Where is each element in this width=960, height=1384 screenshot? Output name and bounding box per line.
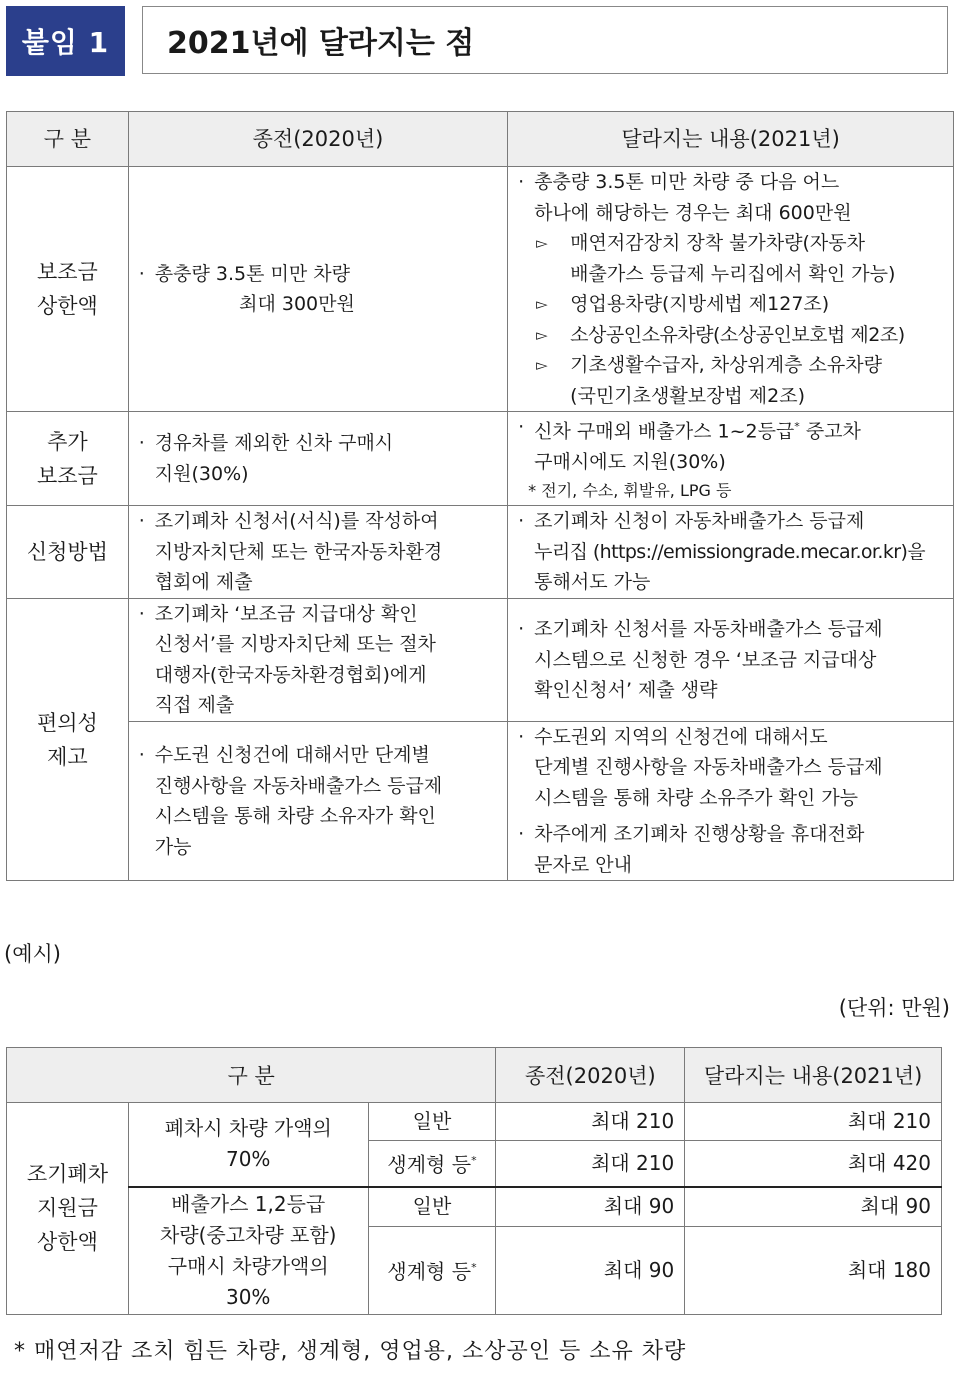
- category-line: 제고: [47, 744, 88, 769]
- text-line: · 총충량 3.5톤 미만 차량 중 다음 어느: [534, 171, 840, 193]
- category-line: 추가: [47, 429, 88, 454]
- table-row: [7, 1187, 942, 1227]
- table-header-row: [7, 1048, 942, 1103]
- text-line: 단계별 진행사항을 자동차배출가스 등급제: [534, 756, 883, 779]
- table-row: [7, 1103, 942, 1141]
- after-value: 최대 420: [685, 1141, 942, 1187]
- after-value: 최대 90: [685, 1187, 942, 1227]
- type-cell: [368, 1226, 496, 1314]
- text-line: · 수도권 신청건에 대해서만 단계별: [154, 744, 430, 767]
- text-line: · 조기폐차 신청이 자동차배출가스 등급제: [534, 510, 865, 533]
- text-line: 지방자치단체 또는 한국자동차환경: [154, 540, 443, 563]
- group-label: [128, 1103, 368, 1187]
- bullet-text: [514, 506, 945, 598]
- header-category: 구 분: [7, 112, 129, 167]
- group-label: [128, 1187, 368, 1315]
- text-line: 시스템을 통해 차량 소유주가 확인 가능: [534, 786, 859, 809]
- category-line: 상한액: [36, 294, 98, 318]
- category-line: 편의성: [36, 710, 98, 735]
- text-span: 중고차: [805, 420, 861, 443]
- text-line: 신청서’를 지방자치단체 또는 절차: [154, 633, 436, 656]
- text-line: 30%: [225, 1284, 271, 1309]
- category-line: 조기폐차: [26, 1162, 108, 1187]
- before-cell: [128, 167, 507, 412]
- category-line: 상한액: [37, 1230, 98, 1255]
- type-text: 일반: [412, 1109, 452, 1133]
- bullet-text: [514, 819, 945, 880]
- after-cell: [508, 721, 954, 881]
- text-line: 배출가스 1,2등급: [171, 1191, 326, 1216]
- text-line: · 차주에게 조기폐차 진행상황을 휴대전화: [534, 823, 865, 846]
- text-line: · 조기폐차 신청서(서식)를 작성하여: [154, 510, 439, 533]
- table-row: [7, 598, 954, 721]
- example-table: [6, 1047, 942, 1315]
- type-cell: [368, 1187, 496, 1227]
- text-line: · 조기폐차 신청서를 자동차배출가스 등급제: [534, 618, 883, 641]
- sub-item: [534, 320, 945, 351]
- text-line: 폐차시 차량 가액의: [164, 1116, 332, 1141]
- before-value: 최대 210: [496, 1141, 685, 1187]
- header-before: 종전(2020년): [128, 112, 507, 167]
- text-line: 직접 제출: [154, 694, 235, 717]
- text-span: 신차 구매외 배출가스 1~2등급: [534, 420, 795, 443]
- before-value: 최대 90: [496, 1187, 685, 1227]
- bullet-text: [514, 167, 945, 228]
- before-value: 최대 210: [496, 1103, 685, 1141]
- page-title: 2021년에 달라지는 점: [142, 6, 948, 74]
- bullet-text: [135, 506, 499, 598]
- text-line: 지원(30%): [154, 462, 249, 485]
- table-row: [7, 506, 954, 599]
- inline-note: * 전기, 수소, 휘발유, LPG 등: [528, 481, 732, 501]
- sub-item: [534, 289, 945, 320]
- after-value: 최대 210: [685, 1103, 942, 1141]
- type-text: 일반: [412, 1194, 452, 1219]
- text-line: 가능: [154, 835, 192, 858]
- example-label: (예시): [4, 942, 61, 966]
- before-value: 최대 90: [496, 1226, 685, 1314]
- text-line: 구매시에도 지원(30%): [534, 450, 726, 473]
- header-after: 달라지는 내용(2021년): [685, 1048, 942, 1103]
- header-category: 구 분: [7, 1048, 496, 1103]
- table-row: [7, 167, 954, 412]
- text-line: 70%: [225, 1147, 271, 1172]
- type-cell: [368, 1103, 496, 1141]
- sub-item: [534, 350, 945, 411]
- category-line: 신청방법: [26, 540, 108, 565]
- before-cell: [128, 721, 507, 881]
- text-line: 확인신청서’ 제출 생략: [534, 679, 718, 702]
- note-text: 전기, 수소, 휘발유, LPG 등: [541, 481, 732, 501]
- before-cell: [128, 598, 507, 721]
- header-before: 종전(2020년): [496, 1048, 685, 1103]
- bullet-text: [135, 428, 499, 489]
- text-line: 시스템으로 신청한 경우 ‘보조금 지급대상: [534, 648, 877, 671]
- text-line: ▻ 소상공인소유차량(소상공인보호법 제2조): [570, 323, 905, 346]
- category-line: 보조금: [36, 260, 98, 284]
- text-line: 진행사항을 자동차배출가스 등급제: [154, 774, 443, 797]
- text-line: 통해서도 가능: [534, 571, 651, 594]
- row-category: [7, 412, 129, 506]
- bullet-text: · 총충량 3.5톤 미만 차량: [135, 259, 499, 290]
- text-line: 누리집 (https://emissiongrade.mecar.or.kr)을: [534, 540, 926, 563]
- text-line: [534, 412, 945, 447]
- footnote: * 매연저감 조치 힘든 차량, 생계형, 영업용, 소상공인 등 소유 차량: [14, 1339, 687, 1364]
- changes-table: [6, 111, 954, 881]
- before-cell: [128, 506, 507, 599]
- text-line: 하나에 해당하는 경우는 최대 600만원: [534, 201, 852, 224]
- text-line: 협회에 제출: [154, 571, 253, 594]
- after-cell: [508, 412, 954, 506]
- text-line: 문자로 안내: [534, 853, 632, 876]
- bullet-text: [514, 722, 945, 814]
- text-line: 대행자(한국자동차환경협회)에게: [154, 663, 427, 686]
- row-category: [7, 1103, 129, 1315]
- type-text: 생계형 등: [387, 1153, 472, 1178]
- after-cell: [508, 506, 954, 599]
- type-cell: [368, 1141, 496, 1187]
- after-cell: [508, 598, 954, 721]
- table-row: [7, 721, 954, 881]
- attachment-badge: 붙임 1: [6, 6, 125, 76]
- text-line: 배출가스 등급제 누리집에서 확인 가능): [570, 262, 896, 285]
- category-line: 지원금: [37, 1196, 98, 1221]
- bullet-text: [514, 412, 945, 477]
- bullet-text: [135, 599, 499, 721]
- text-line: ▻ 영업용차량(지방세법 제127조): [570, 293, 830, 315]
- before-cell: [128, 412, 507, 506]
- after-value: 최대 180: [685, 1226, 942, 1314]
- header-after: 달라지는 내용(2021년): [508, 112, 954, 167]
- row-category: [7, 598, 129, 881]
- text-line: 구매시 차량가액의: [167, 1253, 329, 1278]
- text-line: (국민기초생활보장법 제2조): [570, 384, 806, 407]
- text-line: ▻ 매연저감장치 장착 불가차량(자동차: [570, 232, 865, 254]
- sub-item: [534, 228, 945, 289]
- after-cell: [508, 167, 954, 412]
- text-line: · 수도권외 지역의 신청건에 대해서도: [534, 725, 828, 748]
- footnote-mark: *: [794, 420, 800, 433]
- row-category: [7, 167, 129, 412]
- bullet-continuation: 최대 300만원: [239, 293, 355, 315]
- table-header-row: [7, 112, 954, 167]
- category-line: 보조금: [36, 463, 98, 488]
- text-line: · 조기폐차 ‘보조금 지급대상 확인: [154, 602, 418, 625]
- bullet-text: [514, 614, 945, 706]
- text-line: 시스템을 통해 차량 소유자가 확인: [154, 805, 436, 828]
- unit-label: (단위: 만원): [838, 996, 950, 1020]
- footnote-mark: *: [471, 1154, 477, 1168]
- type-text: 생계형 등: [387, 1259, 472, 1284]
- table-row: [7, 412, 954, 506]
- text-line: · 경유차를 제외한 신차 구매시: [154, 432, 394, 455]
- footnote-mark: *: [471, 1261, 477, 1275]
- row-category: [7, 506, 129, 599]
- text-line: ▻ 기초생활수급자, 차상위계층 소유차량: [570, 354, 882, 376]
- text-line: 차량(중고차량 포함): [159, 1222, 337, 1247]
- bullet-text: [135, 740, 499, 862]
